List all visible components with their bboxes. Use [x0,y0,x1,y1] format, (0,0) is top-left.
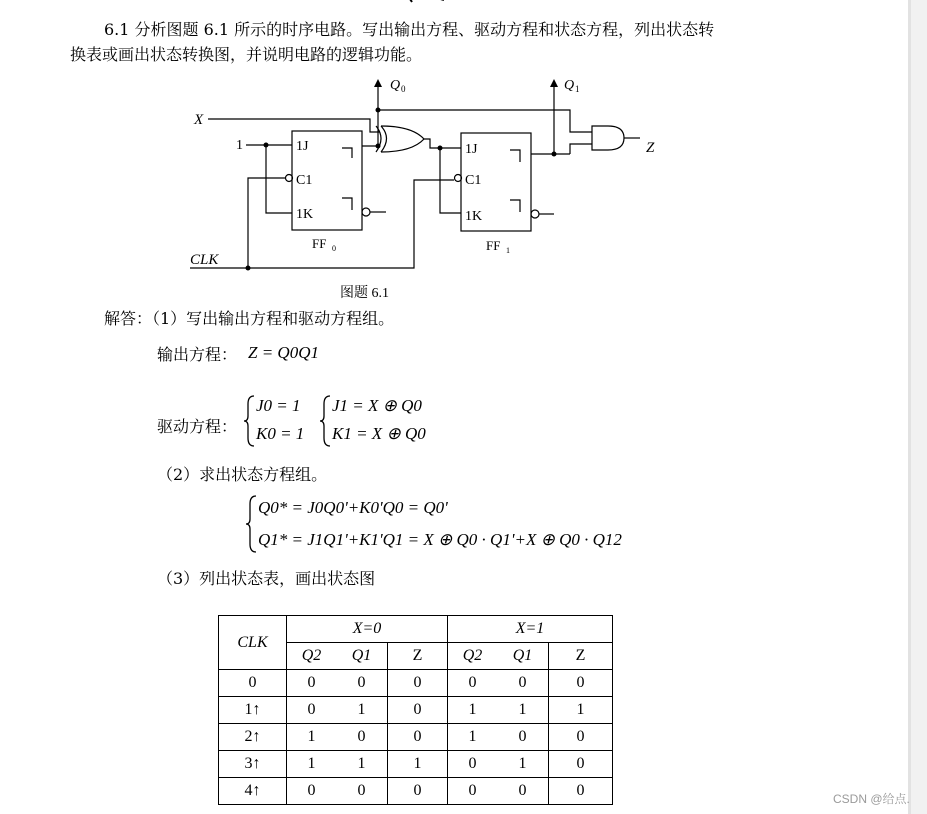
label-one: 1 [236,138,243,153]
cell: 0 [336,778,388,805]
output-equation: Z = Q0Q1 [248,343,319,362]
label-q0-sub: 0 [401,84,406,94]
ff0-k-label: 1K [296,207,314,222]
table-row [219,670,613,697]
ff0-name: FF [312,236,327,251]
watermark: CSDN @给点. [833,792,910,806]
label-x: X [194,112,204,128]
question-line-2: 换表或画出状态转换图，并说明电路的逻辑功能。 [70,45,423,64]
step-3: （3）列出状态表，画出状态图 [157,569,376,588]
table-row [219,751,613,778]
state-table [218,615,613,805]
drive-j0: J0 = 1 [256,396,301,415]
scrollbar-track[interactable] [911,0,927,814]
label-q0: Q [390,78,401,93]
cell: 0 [287,778,337,805]
drive-label: 驱动方程： [157,417,238,436]
cell: 0 [497,778,549,805]
question-line-1: 6.1 分析图题 6.1 所示的时序电路。写出输出方程、驱动方程和状态方程，列出状态转 [104,20,715,39]
subheader-x0-z: Z [388,643,448,670]
clipped-heading [400,0,460,4]
cell: 0 [448,751,498,778]
answer-intro: 解答：（1）写出输出方程和驱动方程组。 [104,309,395,328]
circuit-diagram [180,70,680,310]
ff0-sub: 0 [332,244,336,253]
brace-left-1 [242,394,256,448]
cell: 1 [448,724,498,751]
circuit-caption: 图题 6.1 [340,286,389,301]
ff1-sub: 1 [506,246,510,255]
cell: 1 [336,751,388,778]
cell-clk: 3↑ [219,751,287,778]
cell: 0 [549,778,613,805]
cell: 0 [336,670,388,697]
cell: 0 [549,724,613,751]
cell: 0 [388,778,448,805]
cell: 1 [497,751,549,778]
state-equation-2: Q1* = J1Q1'+K1'Q1 = X ⊕ Q0 · Q1'+X ⊕ Q0 · Q12 [258,530,622,549]
cell: 0 [336,724,388,751]
drive-k1: K1 = X ⊕ Q0 [332,424,426,443]
subheader-x1-z: Z [549,643,613,670]
cell: 0 [448,670,498,697]
cell: 0 [388,670,448,697]
brace-left-3 [244,494,258,554]
subheader-x1-q1: Q1 [497,643,549,670]
cell-clk: 0 [219,670,287,697]
cell: 0 [497,670,549,697]
ff0-j-label: 1J [296,139,309,154]
cell: 0 [448,778,498,805]
subheader-x1-q2: Q2 [448,643,498,670]
header-clk: CLK [219,616,287,670]
cell: 0 [497,724,549,751]
cell-clk: 4↑ [219,778,287,805]
cell: 0 [388,724,448,751]
state-equation-1: Q0* = J0Q0'+K0'Q0 = Q0' [258,498,448,517]
table-row [219,697,613,724]
ff0-c-label: C1 [296,173,313,188]
header-group-x1: X=1 [448,616,613,643]
ff1-j-label: 1J [465,142,478,157]
ff1-k-label: 1K [465,209,483,224]
cell: 1 [287,724,337,751]
cell: 1 [388,751,448,778]
step-2: （2）求出状态方程组。 [157,465,328,484]
cell: 0 [287,697,337,724]
cell-clk: 2↑ [219,724,287,751]
header-group-x0: X=0 [287,616,448,643]
subheader-x0-q1: Q1 [336,643,388,670]
ff1-c-label: C1 [465,173,482,188]
cell: 1 [287,751,337,778]
output-label: 输出方程： [157,345,238,364]
table-row [219,778,613,805]
cell: 1 [549,697,613,724]
drive-k0: K0 = 1 [256,424,305,443]
label-q1-sub: 1 [575,84,580,94]
cell: 1 [336,697,388,724]
cell: 0 [287,670,337,697]
cell: 1 [497,697,549,724]
cell-clk: 1↑ [219,697,287,724]
label-z: Z [646,140,655,156]
label-clk: CLK [190,252,219,268]
cell: 0 [549,670,613,697]
cell: 1 [448,697,498,724]
cell: 0 [388,697,448,724]
ff1-name: FF [486,238,501,253]
cell: 0 [549,751,613,778]
subheader-x0-q2: Q2 [287,643,337,670]
drive-j1: J1 = X ⊕ Q0 [332,396,422,415]
label-q1: Q [564,78,575,93]
brace-left-2 [318,394,332,448]
table-row [219,724,613,751]
